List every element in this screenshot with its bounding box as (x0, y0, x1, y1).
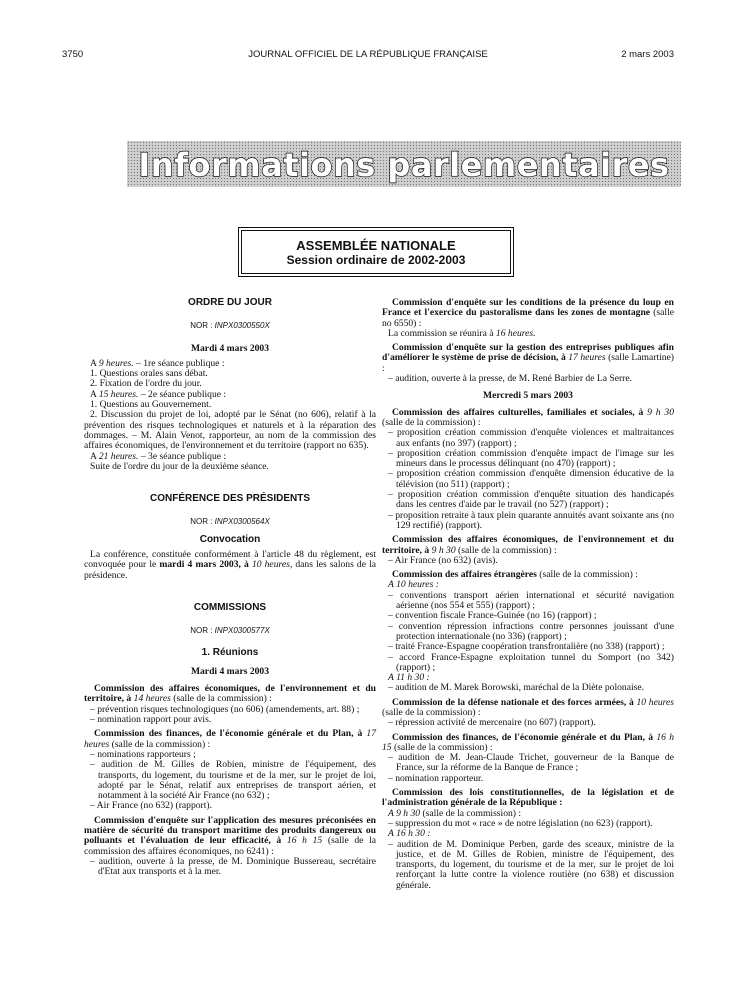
agenda-item: – audition de M. Marek Borowski, maréchal de la Diète polonaise. (388, 682, 645, 694)
ordre-du-jour-title: ORDRE DU JOUR (188, 297, 272, 308)
commission-name: Commission d'enquête sur les conditions de la présence du loup en France et l'exercice du pastoralisme dans les zones de montagne (382, 297, 674, 319)
commission-name: Commission des affaires économiques, de l'environnement et du territoire, à (382, 534, 674, 556)
nor-code: INPX0300577X (214, 626, 270, 636)
agenda-item: – proposition création commission d'enquête impact de l'image sur les mineurs dans le processus délinquant (no 470) (rapport) ; (388, 447, 674, 470)
chamber-name: ASSEMBLÉE NATIONALE (296, 238, 456, 253)
seance-2-item: 2. Discussion du projet de loi, adopté par le Sénat (no 606), relatif à la prévention des risques technologiques et naturels et à la réparation des dommages. – M. Alain Venot, rapporteur, au nom de la commission des affaires économiques, de l'environnement et du territoire (rapport no 635). (84, 409, 376, 452)
commission-name: Commission des affaires culturelles, familiales et sociales, à (392, 406, 648, 418)
agenda-item: – traité France-Espagne coopération transfrontalière (no 338) (rapport) ; (388, 641, 665, 653)
agenda-item: – Air France (no 632) (rapport). (90, 800, 213, 812)
commissions-nor (84, 626, 376, 636)
agenda-item: – proposition création commission d'enquête situation des handicapés dans les centres d'aide par le travail (no 527) (rapport) ; (388, 489, 674, 511)
nor-code: INPX0300550X (214, 321, 270, 331)
agenda-item: – nomination rapport pour avis. (90, 714, 212, 726)
journal-title: JOURNAL OFFICIEL DE LA RÉPUBLIQUE FRANÇAISE (248, 49, 488, 60)
seance-2: A 15 heures. – 2e séance publique : (90, 388, 227, 400)
commission-room: (salle de la commission) : (536, 569, 638, 581)
nor-label: NOR : (190, 626, 215, 636)
agenda-item: – audition de M. Dominique Perben, garde des sceaux, ministre de la justice, et de M. Gilles de Robien, ministre de l'équipement, des transports, du logement, du tourisme et de la mer, sur le projet de loi renforçant la lutte contre la violence routière (no 638) et discussion générale. (388, 838, 674, 891)
commission-entry (382, 408, 674, 429)
time-slot: A 16 h 30 : (388, 828, 431, 840)
commission-room: (salle Lamartine) : (382, 352, 674, 374)
agenda-item: – Air France (no 632) (avis). (388, 554, 498, 566)
agenda-item: – proposition retraite à taux plein quarante annuités avant soixante ans (no 129 rectifié) (rapport). (388, 509, 674, 531)
commission-name: Commission des finances, de l'économie générale et du Plan, à (94, 728, 367, 740)
seance-3-text: Suite de l'ordre du jour de la deuxième séance. (90, 460, 269, 472)
commission-entry: Commission des lois constitutionnelles, de la législation et de l'administration générale de la République : (382, 787, 674, 809)
commission-room: (salle de la commission) : (382, 706, 481, 718)
commission-room: (salle de la commission) : (455, 544, 557, 556)
convocation-time: 10 heures, (251, 559, 293, 571)
seance-1-time: 9 heures. (98, 357, 134, 369)
commission-time: 16 h 15 (382, 731, 674, 753)
commission-room: (salle no 6550) : (382, 307, 674, 329)
session-name: Session ordinaire de 2002-2003 (286, 253, 466, 267)
commission-time: 16 h 15 (286, 835, 323, 847)
seance-1-item: 1. Questions orales sans débat. (90, 368, 208, 380)
agenda-text (382, 329, 674, 339)
seance-3: A 21 heures. – 3e séance publique : (90, 450, 227, 462)
commission-time: 14 heures (133, 693, 171, 705)
commission-time: 17 heures (568, 352, 606, 364)
banner-title: Informations parlementaires (138, 146, 670, 184)
commission-entry (382, 343, 674, 374)
nor-code: INPX0300564X (214, 517, 270, 527)
commission-room: (salle de la commission) : (382, 416, 481, 428)
seance-3-time: 21 heures. (98, 450, 139, 462)
commission-room: (salle de la commission des affaires économiques, no 6241) : (84, 835, 377, 857)
agenda-item: – répression activité de mercenaire (no 607) (rapport). (388, 717, 596, 729)
commission-entry (84, 729, 376, 750)
commission-entry (382, 733, 674, 754)
agenda-item: – nomination rapporteur. (388, 772, 484, 784)
convocation-title: Convocation (199, 533, 261, 545)
agenda-item: – accord France-Espagne exploitation tunnel du Somport (no 342) (rapport) ; (388, 651, 674, 673)
seance-1-label: – 1re séance publique : (133, 357, 225, 369)
issue-date: 2 mars 2003 (621, 49, 674, 60)
right-column (382, 298, 674, 891)
commission-name: Commission des finances, de l'économie générale et du Plan, à (392, 731, 657, 743)
seance-2-item: 1. Questions au Gouvernement. (90, 399, 212, 411)
chamber-box (241, 230, 511, 274)
conference-title: CONFÉRENCE DES PRÉSIDENTS (149, 493, 311, 505)
commission-entry (382, 698, 674, 719)
commission-time: 9 h 30 (431, 544, 456, 556)
commission-entry (382, 535, 674, 556)
convocation-place: dans les salons de la présidence. (84, 559, 377, 581)
commission-entry (84, 684, 376, 705)
seance-1-item: 2. Fixation de l'ordre du jour. (90, 378, 202, 390)
commission-name: Commission de la défense nationale et des forces armées, à (392, 696, 637, 708)
nor-label: NOR : (190, 517, 215, 527)
agenda-item: – audition de M. Jean-Claude Trichet, gouverneur de la Banque de France, sur la réforme de la Banque de France ; (388, 752, 674, 774)
agenda-item: – suppression du mot « race » de notre législation (no 623) (rapport). (388, 817, 653, 829)
commission-time: 17 heures (84, 728, 376, 750)
agenda-item: – convention fiscale France-Guinée (no 16) (rapport) ; (388, 610, 597, 622)
ordre-date: Mardi 4 mars 2003 (190, 342, 270, 354)
commission-entry (382, 298, 674, 329)
commission-room: (salle de la commission) : (109, 738, 211, 750)
commission-room: (salle de la commission) : (170, 693, 272, 705)
seance-1: A 9 heures. – 1re séance publique : (90, 357, 225, 369)
commission-name: Commission d'enquête sur l'application des mesures préconisées en matière de sécurité du transport maritime des produits dangereux ou polluants et l'évaluation de leur efficacité, à (84, 814, 376, 847)
left-column (84, 298, 376, 877)
commission-name: Commission d'enquête sur la gestion des entreprises publiques afin d'améliorer le système de prise de décision, à (382, 342, 674, 364)
commission-entry (84, 816, 376, 857)
ordre-nor (84, 321, 376, 331)
agenda-item: – nominations rapporteurs ; (90, 748, 196, 760)
page-number: 3750 (62, 49, 84, 60)
time-slot: A 10 heures : (388, 579, 439, 591)
commission-room: (salle de la commission) : (391, 741, 493, 753)
agenda-item: – proposition création commission d'enquête dimension éducative de la télévision (no 511) (rapport) ; (388, 468, 674, 490)
seance-2-time: 15 heures. (98, 388, 139, 400)
agenda-item: – proposition création commission d'enquête violences et maltraitances aux enfants (no 397) (rapport) ; (388, 427, 674, 449)
agenda-text-part: La commission se réunira à (388, 327, 496, 339)
convocation-date: mardi 4 mars 2003, à (159, 559, 252, 571)
convocation-part: La conférence, constituée conformément à l'article 48 du règlement, est convoquée pour le (84, 549, 376, 571)
commission-time: 10 heures (636, 696, 674, 708)
commissions-title: COMMISSIONS (193, 601, 267, 613)
seance-2-label: – 2e séance publique : (138, 388, 227, 400)
nor-label: NOR : (190, 321, 215, 331)
commission-name: Commission des affaires économiques, de l'environnement et du territoire, à (84, 683, 376, 705)
reunions-date: Mardi 4 mars 2003 (190, 665, 270, 677)
commission-time: A 9 h 30 (388, 807, 421, 819)
conference-nor (84, 517, 376, 527)
time-slot: A 11 h 30 : (388, 672, 430, 684)
agenda-item: – audition, ouverte à la presse, de M. René Barbier de La Serre. (388, 373, 633, 385)
reunions-title: 1. Réunions (201, 646, 259, 658)
agenda-item: – convention répression infractions contre personnes jouissant d'une protection internationale (no 336) (rapport) ; (388, 620, 674, 642)
convocation-text (84, 550, 376, 581)
commission-time: 9 h 30 (647, 406, 674, 418)
commission-room: (salle de la commission) : (420, 807, 522, 819)
commission-name: Commission des affaires étrangères (392, 569, 537, 581)
agenda-item: – audition, ouverte à la presse, de M. Dominique Bussereau, secrétaire d'Etat aux transports et à la mer. (90, 855, 376, 878)
agenda-item: – conventions transport aérien international et sécurité navigation aérienne (nos 554 et 555) (rapport) ; (388, 589, 674, 612)
date-heading: Mercredi 5 mars 2003 (483, 390, 573, 402)
commission-time: 16 heures. (495, 327, 536, 339)
agenda-item: – audition de M. Gilles de Robien, ministre de l'équipement, des transports, du logement, du tourisme et de la mer, sur le projet de loi, adopté par le Sénat, relatif aux entreprises de transport aérien, et notamment à la société Air France (no 632) ; (90, 759, 376, 802)
agenda-item: – prévention risques technologiques (no 606) (amendements, art. 88) ; (90, 703, 360, 715)
seance-3-label: – 3e séance publique : (138, 450, 227, 462)
